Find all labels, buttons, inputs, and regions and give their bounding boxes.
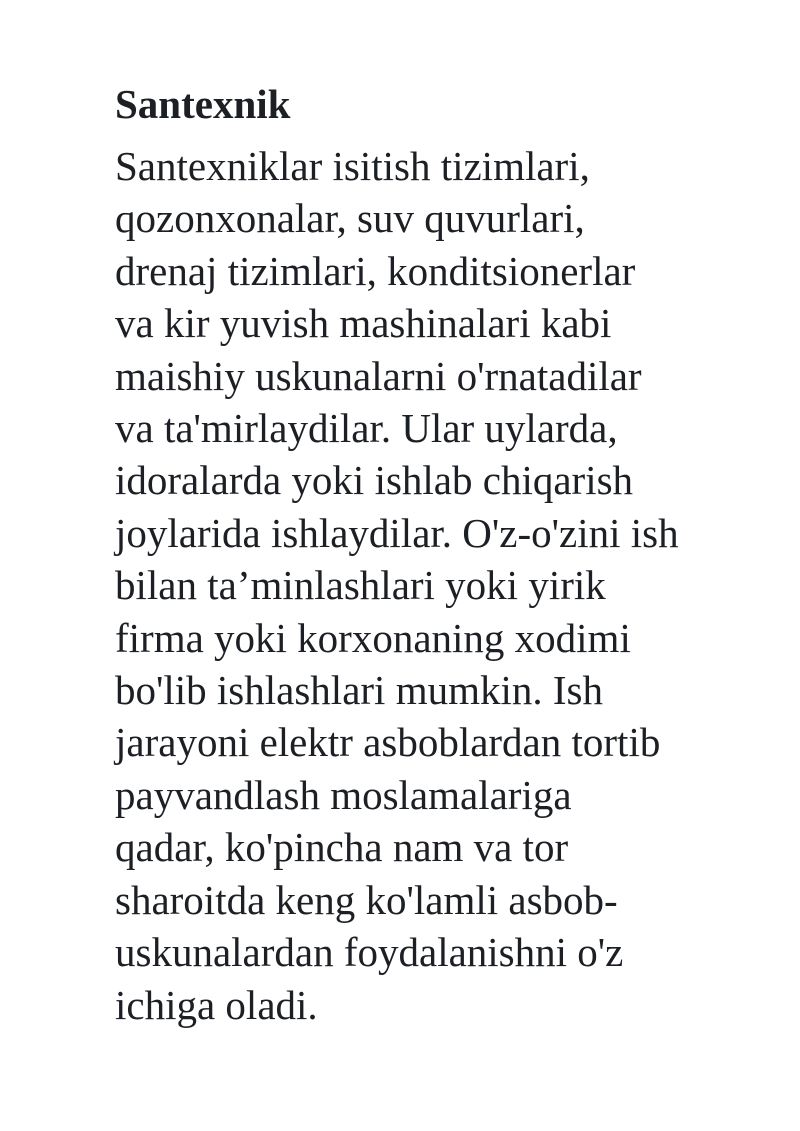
body-line: uskunalardan foydalanishni o'z xyxy=(115,929,624,976)
body-line: qadar, ko'pincha nam va tor xyxy=(115,824,569,871)
body-line: ichiga oladi. xyxy=(115,981,318,1028)
body-line: idoralarda yoki ishlab chiqarish xyxy=(115,457,634,504)
body-line: bo'lib ishlashlari mumkin. Ish xyxy=(115,667,603,714)
body-line: qozonxonalar, suv quvurlari, xyxy=(115,195,585,242)
body-line: va ta'mirlaydilar. Ular uylarda, xyxy=(115,405,618,452)
body-line: bilan ta’minlashlari yoki yirik xyxy=(115,562,606,609)
document-body xyxy=(115,140,795,1031)
body-line: joylarida ishlaydilar. O'z-o'zini ish xyxy=(115,509,679,556)
body-line: maishiy uskunalarni o'rnatadilar xyxy=(115,352,642,399)
body-line: va kir yuvish mashinalari kabi xyxy=(115,300,612,347)
body-line: jarayoni elektr asboblardan tortib xyxy=(115,719,661,766)
body-line: firma yoki korxonaning xodimi xyxy=(115,614,631,661)
body-line: drenaj tizimlari, konditsionerlar xyxy=(115,247,636,294)
body-line: payvandlash moslamalariga xyxy=(115,771,572,818)
body-line: Santexniklar isitish tizimlari, xyxy=(115,143,590,189)
document-title: Santexnik xyxy=(115,81,291,127)
body-line: sharoitda keng ko'lamli asbob- xyxy=(115,876,618,923)
